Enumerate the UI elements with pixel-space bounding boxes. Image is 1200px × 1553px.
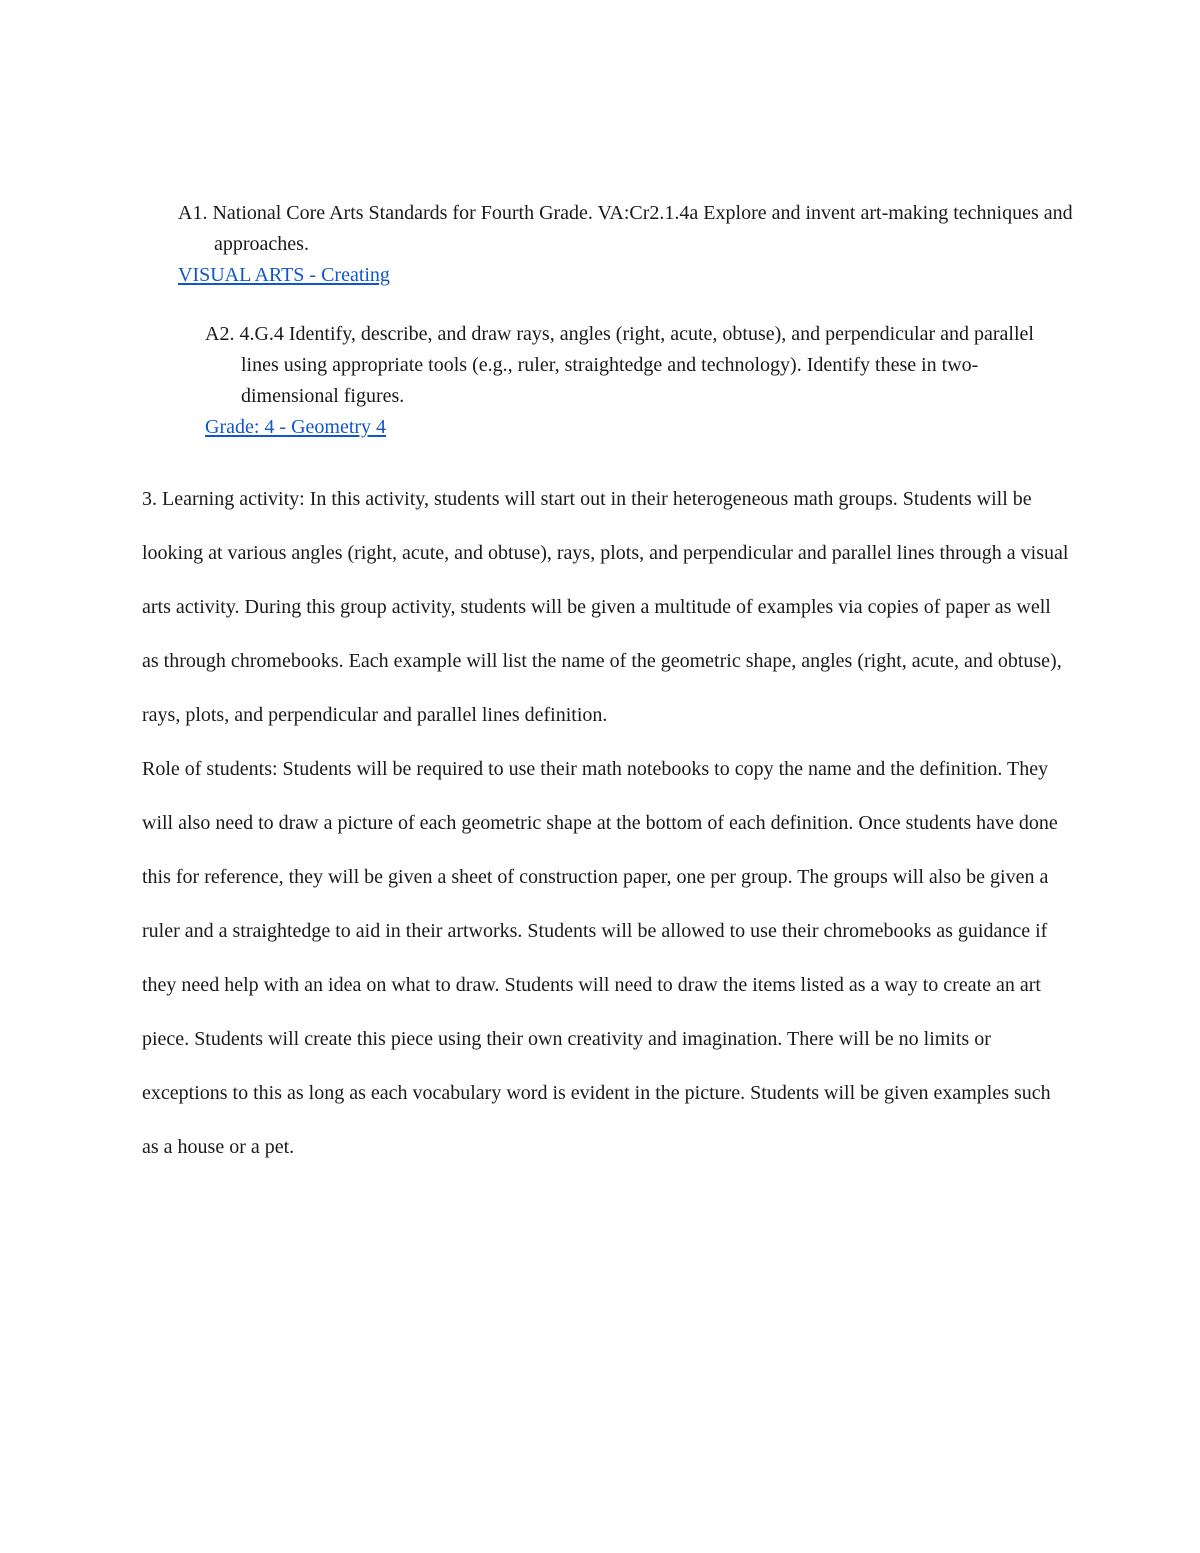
learning-activity-paragraph: 3. Learning activity: In this activity, students will start out in their heterogeneous math groups. Students will be looking at various angles (right, acute, and obtuse), rays, plots, and perpendicular and parallel lines through a visual arts activity. During this group activity, students will be given a multitude of examples via copies of paper as well as through chromebooks. Each example will list the name of the geometric shape, angles (right, acute, and obtuse), rays, plots, and perpendicular and parallel lines definition. [142, 488, 1069, 726]
visual-arts-creating-link[interactable]: VISUAL ARTS - Creating [178, 264, 390, 286]
activity-section [142, 472, 1072, 1174]
standard-a2 [205, 319, 1065, 443]
role-of-students-paragraph: Role of students: Students will be required to use their math notebooks to copy the name and the definition. They will also need to draw a picture of each geometric shape at the bottom of each definition. Once students have done this for reference, they will be given a sheet of construction paper, one per group. The groups will also be given a ruler and a straightedge to aid in their artworks. Students will be allowed to use their chromebooks as guidance if they need help with an idea on what to draw. Students will need to draw the items listed as a way to create an art piece. Students will create this piece using their own creativity and imagination. There will be no limits or exceptions to this as long as each vocabulary word is evident in the picture. Students will be given examples such as a house or a pet. [142, 758, 1058, 1158]
standard-a1 [178, 198, 1078, 291]
grade-4-geometry-link[interactable]: Grade: 4 - Geometry 4 [205, 416, 387, 438]
standard-a1-text: A1. National Core Arts Standards for Fourth Grade. VA:Cr2.1.4a Explore and invent art-making techniques and approaches. [178, 202, 1073, 255]
standard-a2-text: A2. 4.G.4 Identify, describe, and draw rays, angles (right, acute, obtuse), and perpendicular and parallel lines using appropriate tools (e.g., ruler, straightedge and technology). Identify these in two-dimensional figures. [205, 323, 1034, 407]
